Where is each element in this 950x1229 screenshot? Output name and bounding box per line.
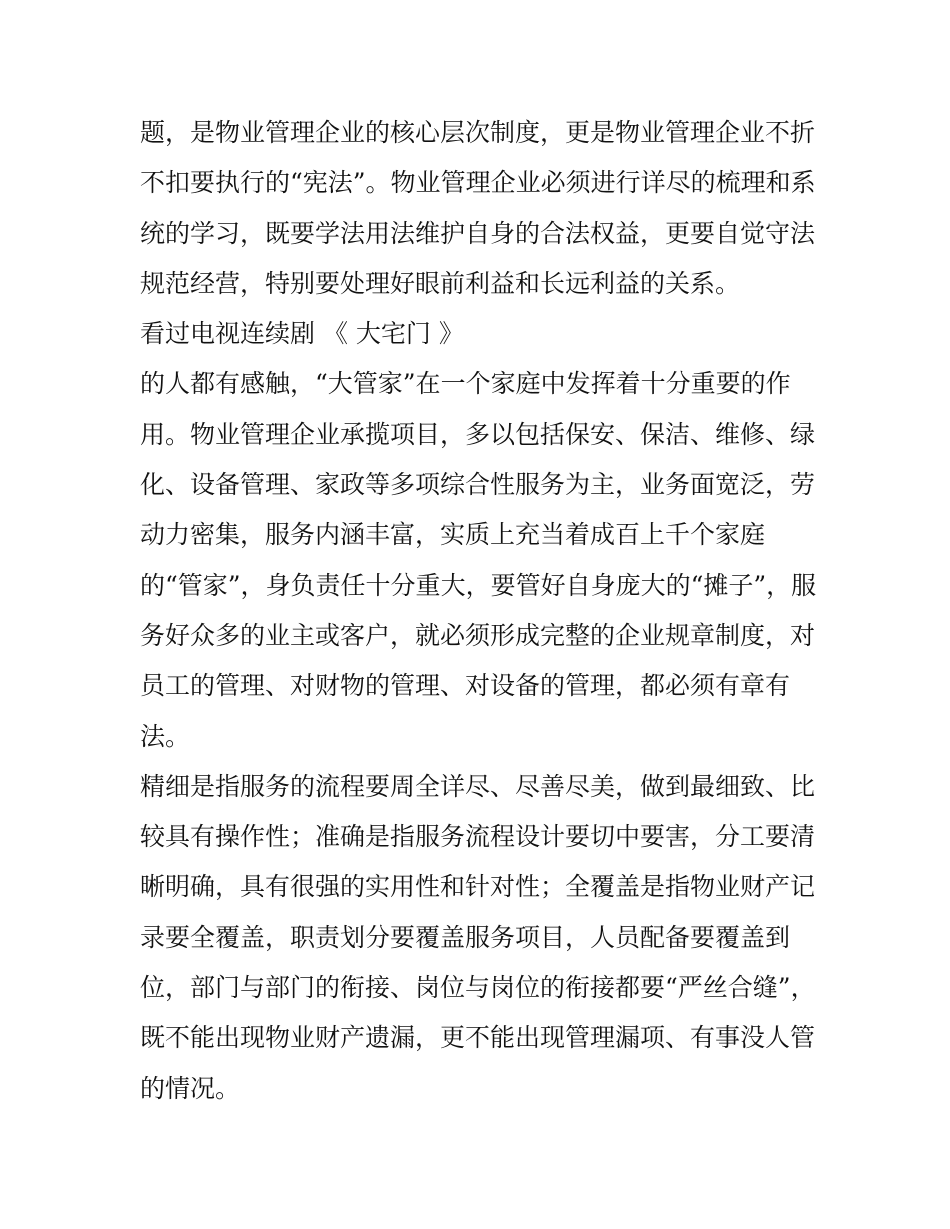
text-line: 不扣要执行的“宪法”。物业管理企业必须进行详尽的梳理和系	[140, 168, 816, 198]
text-line: 统的学习，既要学法用法维护自身的合法权益，更要自觉守法	[140, 218, 816, 248]
text-line: 员工的管理、对财物的管理、对设备的管理，都必须有章有	[140, 671, 791, 701]
text-line: 的“管家”，身负责任十分重大，要管好自身庞大的“摊子”，服	[140, 570, 817, 600]
text-line: 的情况。	[140, 1073, 241, 1103]
text-line: 较具有操作性；准确是指服务流程设计要切中要害，分工要清	[140, 822, 816, 852]
text-line: 位，部门与部门的衔接、岗位与岗位的衔接都要“严丝合缝”，	[140, 973, 816, 1003]
text-line: 务好众多的业主或客户，就必须形成完整的企业规章制度，对	[140, 620, 816, 650]
text-line: 规范经营，特别要处理好眼前利益和长远利益的关系。	[140, 268, 741, 298]
body-text	[140, 108, 817, 1114]
text-line: 看过电视连续剧 《 大宅门 》	[140, 319, 464, 349]
text-line: 化、设备管理、家政等多项综合性服务为主，业务面宽泛，劳	[140, 470, 816, 500]
text-line: 法。	[140, 721, 191, 751]
text-line: 题，是物业管理企业的核心层次制度，更是物业管理企业不折	[140, 118, 816, 147]
text-line: 的人都有感触，“大管家”在一个家庭中发挥着十分重要的作	[140, 369, 791, 399]
text-line: 录要全覆盖，职责划分要覆盖服务项目，人员配备要覆盖到	[140, 922, 791, 952]
text-line: 用。物业管理企业承揽项目，多以包括保安、保洁、维修、绿	[140, 419, 816, 449]
text-line: 晰明确，具有很强的实用性和针对性；全覆盖是指物业财产记	[140, 872, 816, 902]
text-line: 动力密集，服务内涵丰富，实质上充当着成百上千个家庭	[140, 520, 766, 550]
text-line: 精细是指服务的流程要周全详尽、尽善尽美，做到最细致、比	[140, 771, 816, 801]
text-line: 既不能出现物业财产遗漏，更不能出现管理漏项、有事没人管	[140, 1023, 816, 1053]
